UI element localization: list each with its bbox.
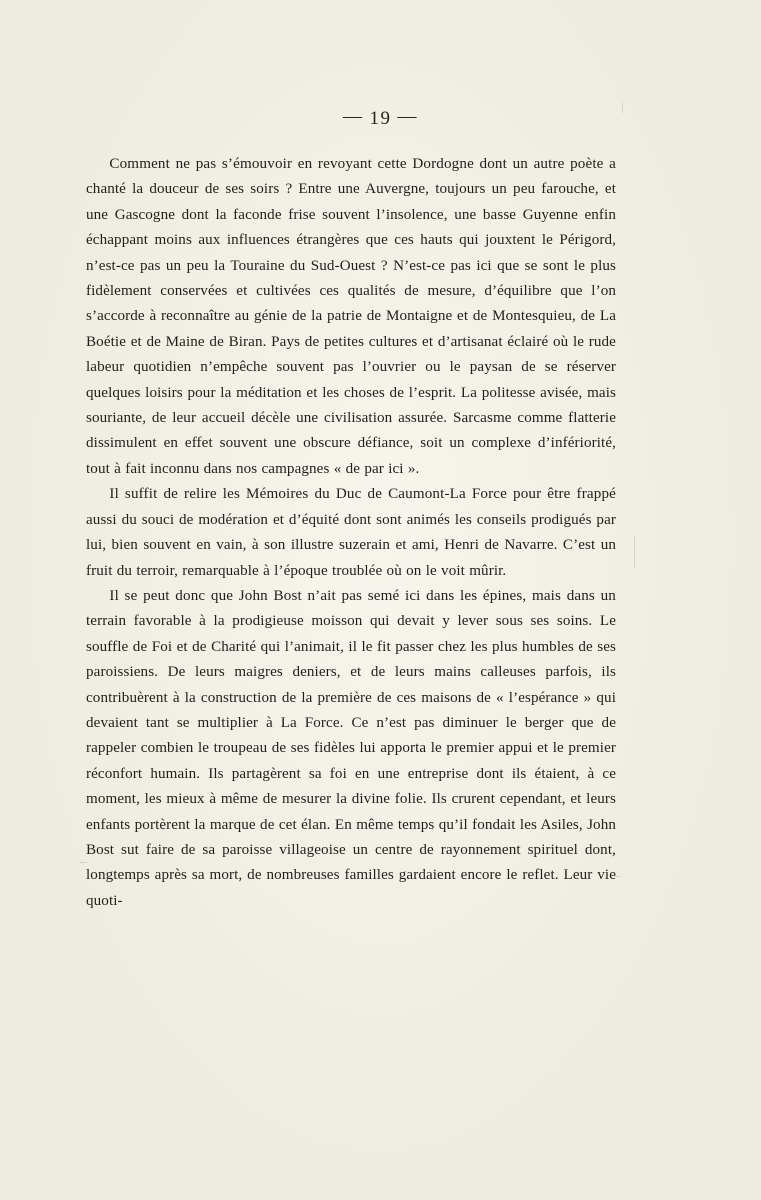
body-text [86,152,616,914]
paper-blemish [615,876,621,877]
paragraph: Il suffit de relire les Mémoires du Duc de Caumont-La Force pour être frappé aussi du souci de modération et d’équité dont sont animés les conseils prodigués par lui, bien souvent en vain, à son illustre suzerain et ami, Henri de Navarre. C’est un fruit du terroir, remarquable à l’époque troublée où on le voit mûrir. [86,486,616,579]
paper-blemish [80,862,87,863]
page-number-dash-right: — [397,106,418,127]
paper-blemish [634,535,635,569]
paragraph: Comment ne pas s’émouvoir en revoyant cette Dordogne dont un autre poète a chanté la douceur de ses soirs ? Entre une Auvergne, toujours un peu farouche, et une Gascogne dont la faconde frise souvent l’insolence, une basse Guyenne enfin échappant moins aux influences étrangères que ces hauts qui jouxtent le Périgord, n’est-ce pas un peu la Touraine du Sud-Ouest ? N’est-ce pas ici que se sont le plus fidèlement conservées et cultivées ces qualités de mesure, d’équilibre que l’on s’accorde à reconnaître au génie de la patrie de Montaigne et de Montesquieu, de La Boétie et de Maine de Biran. Pays de petites cultures et d’artisanat éclairé où le rude labeur quotidien n’empêche souvent pas l’ouvrier ou le paysan de se réserver quelques loisirs pour la méditation et les choses de l’esprit. La politesse avisée, mais souriante, de leur accueil décèle une civilisation assurée. Sarcasme comme flatterie dissimulent en effet souvent une obscure défiance, soit un complexe d’infériorité, tout à fait inconnu dans nos campagnes « de par ici ». [86,156,616,477]
paper-blemish [622,103,623,113]
paragraph: Il se peut donc que John Bost n’ait pas semé ici dans les épines, mais dans un terrain favorable à la prodigieuse moisson qui devait y lever sous ses soins. Le souffle de Foi et de Charité qui l’animait, il le fit passer chez les plus humbles de ses paroissiens. De leurs maigres deniers, et de leurs mains calleuses parfois, ils contribuèrent à la construction de la première de ces maisons de « l’espérance » qui devaient tant se multiplier à La Force. Ce n’est pas diminuer le berger que de rappeler combien le troupeau de ses fidèles lui apporta le premier appui et le premier réconfort humain. Ils partagèrent sa foi en une entreprise dont ils étaient, à ce moment, les mieux à même de mesurer la divine folie. Ils crurent cependant, et leurs enfants portèrent la marque de cet élan. En même temps qu’il fondait les Asiles, John Bost sut faire de sa paroisse villageoise un centre de rayonnement spirituel dont, longtemps après sa mort, de nombreuses familles gardaient encore le reflet. Leur vie quoti- [86,587,616,909]
page-number-value: 19 [369,108,392,129]
page-number [0,108,761,130]
page-number-dash-left: — [343,106,364,127]
